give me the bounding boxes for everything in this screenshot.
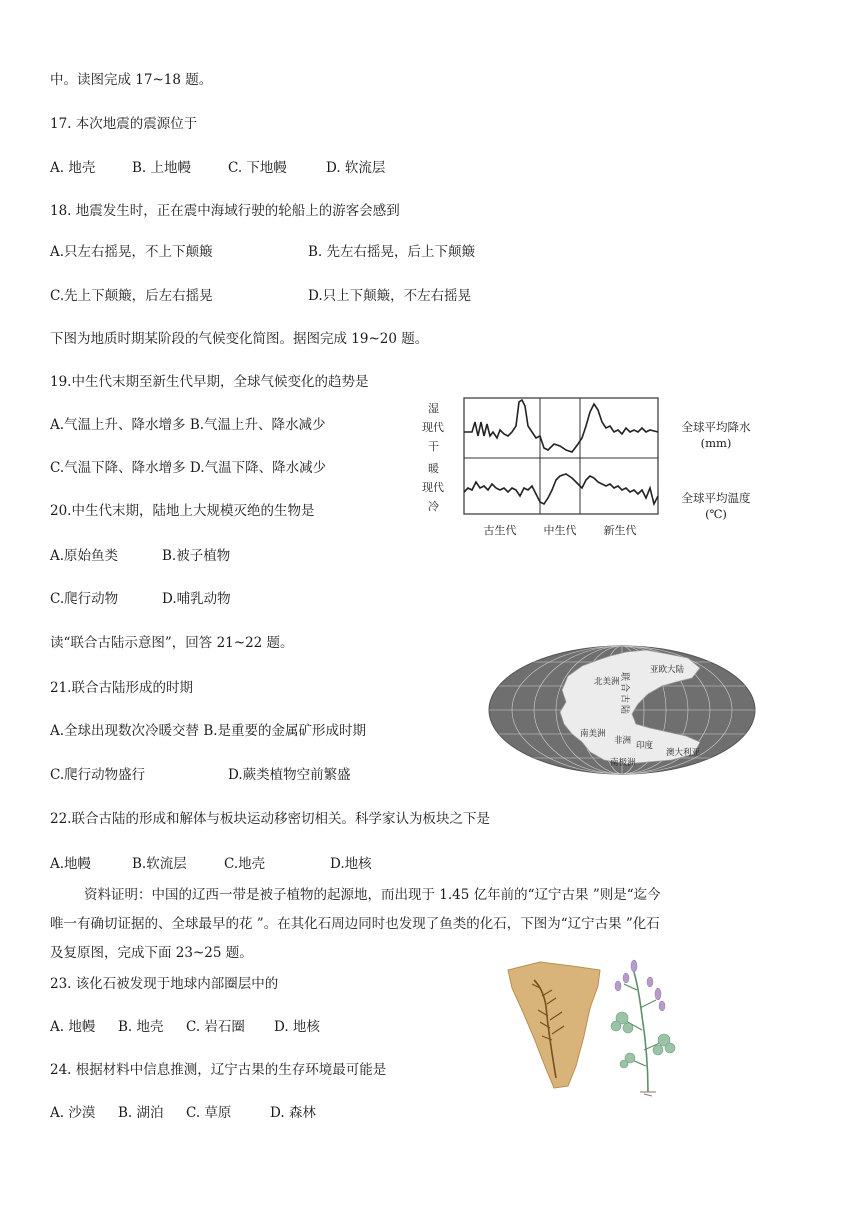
era-label: 中生代 xyxy=(543,524,577,537)
option: D.地核 xyxy=(330,856,372,872)
option: C. 下地幔 xyxy=(228,160,287,176)
q21-options-row2 xyxy=(50,766,351,784)
era-label: 古生代 xyxy=(483,524,517,537)
option: B. 湖泊 xyxy=(118,1105,164,1121)
option: B. 上地幔 xyxy=(132,160,192,176)
legend-unit: (mm) xyxy=(700,436,732,450)
question-23: 23. 该化石被发现于地球内部圈层中的 xyxy=(50,976,279,992)
plant-roots xyxy=(640,1092,656,1096)
legend-unit: (℃) xyxy=(705,507,727,521)
q22-options xyxy=(50,855,372,873)
question-17: 17. 本次地震的震源位于 xyxy=(50,116,198,132)
option: A.只左右摇晃，不上下颠簸 xyxy=(50,244,213,260)
option: D. 地核 xyxy=(274,1019,320,1035)
option: D.蕨类植物空前繁盛 xyxy=(228,767,351,783)
question-19: 19.中生代末期至新生代早期，全球气候变化的趋势是 xyxy=(50,374,369,390)
option: A. 沙漠 xyxy=(50,1105,96,1121)
q20-options-row2 xyxy=(50,590,231,608)
material-paragraph: 资料证明：中国的辽西一带是被子植物的起源地，而出现于 1.45 亿年前的“辽宁古果 ”则是“迄今 xyxy=(84,887,661,903)
option: D. 软流层 xyxy=(326,160,386,176)
option: A.原始鱼类 xyxy=(50,548,119,564)
option: A. 地幔 xyxy=(50,1019,96,1035)
legend-title: 全球平均降水 xyxy=(681,420,751,434)
map-label: 南美洲 xyxy=(580,729,606,739)
map-label: 印度 xyxy=(636,741,654,751)
option: D. 森林 xyxy=(270,1105,316,1121)
precipitation-legend xyxy=(664,419,768,451)
map-label: 亚欧大陆 xyxy=(650,665,685,675)
q18-options-row2 xyxy=(50,287,471,305)
chart-frame xyxy=(464,398,658,514)
question-21: 21.联合古陆形成的时期 xyxy=(50,680,193,696)
precipitation-curve xyxy=(464,400,658,452)
q17-options xyxy=(50,159,385,177)
temperature-curve xyxy=(464,474,658,504)
option: C.先上下颠簸，后左右摇晃 xyxy=(50,288,213,304)
intro-line: 下图为地质时期某阶段的气候变化简图。据图完成 19~20 题。 xyxy=(50,331,429,347)
material-paragraph: 及复原图，完成下面 23~25 题。 xyxy=(50,945,253,961)
option: A.地幔 xyxy=(50,856,92,872)
intro-line: 中。读图完成 17~18 题。 xyxy=(50,72,213,88)
option: C.爬行动物盛行 xyxy=(50,767,146,783)
q24-options xyxy=(50,1104,316,1122)
option: C. 草原 xyxy=(186,1105,232,1121)
label-cold: 冷 xyxy=(428,500,439,513)
option: B. 先左右摇晃，后上下颠簸 xyxy=(308,244,476,260)
option: C.地壳 xyxy=(224,856,266,872)
legend-title: 全球平均温度 xyxy=(681,491,751,505)
climate-change-figure xyxy=(420,392,670,552)
q23-options xyxy=(50,1018,320,1036)
pangaea-map-figure xyxy=(486,642,758,778)
map-label-vertical: 联合古陆 xyxy=(619,671,629,717)
label-wet: 湿 xyxy=(428,402,439,415)
option: C.爬行动物 xyxy=(50,591,119,607)
option: B.软流层 xyxy=(132,856,187,872)
q19-options-row2: C.气温下降、降水增多 D.气温下降、降水减少 xyxy=(50,460,327,476)
option: D.只上下颠簸，不左右摇晃 xyxy=(308,288,472,304)
map-label: 南极洲 xyxy=(610,758,636,768)
question-22: 22.联合古陆的形成和解体与板块运动移密切相关。科学家认为板块之下是 xyxy=(50,811,490,827)
option: D.哺乳动物 xyxy=(162,591,231,607)
option: A. 地壳 xyxy=(50,160,96,176)
map-label: 北美洲 xyxy=(594,677,620,687)
map-label: 澳大利亚 xyxy=(666,748,701,758)
label-modern: 现代 xyxy=(422,481,444,494)
fossil-figure xyxy=(500,946,690,1098)
question-24: 24. 根据材料中信息推测，辽宁古果的生存环境最可能是 xyxy=(50,1062,387,1078)
label-dry: 干 xyxy=(428,440,439,453)
label-warm: 暖 xyxy=(428,462,439,475)
question-18: 18. 地震发生时，正在震中海域行驶的轮船上的游客会感到 xyxy=(50,203,400,219)
intro-line: 读“联合古陆示意图”，回答 21~22 题。 xyxy=(50,635,294,651)
map-label: 非洲 xyxy=(614,736,632,746)
era-label: 新生代 xyxy=(603,524,637,537)
option: C. 岩石圈 xyxy=(186,1019,245,1035)
q19-options-row1: A.气温上升、降水增多 B.气温上升、降水减少 xyxy=(50,417,326,433)
question-20: 20.中生代末期，陆地上大规模灭绝的生物是 xyxy=(50,503,315,519)
option: B.被子植物 xyxy=(162,548,231,564)
option: B. 地壳 xyxy=(118,1019,164,1035)
q20-options-row1 xyxy=(50,547,230,565)
temperature-legend xyxy=(664,490,768,522)
material-paragraph: 唯一有确切证据的、全球最早的花 ”。在其化石周边同时也发现了鱼类的化石，下图为“辽宁古果 ”化石 xyxy=(50,916,660,932)
q21-options-row1: A.全球出现数次冷暖交替 B.是重要的金属矿形成时期 xyxy=(50,723,367,739)
label-modern: 现代 xyxy=(422,421,444,434)
q18-options-row1 xyxy=(50,243,475,261)
